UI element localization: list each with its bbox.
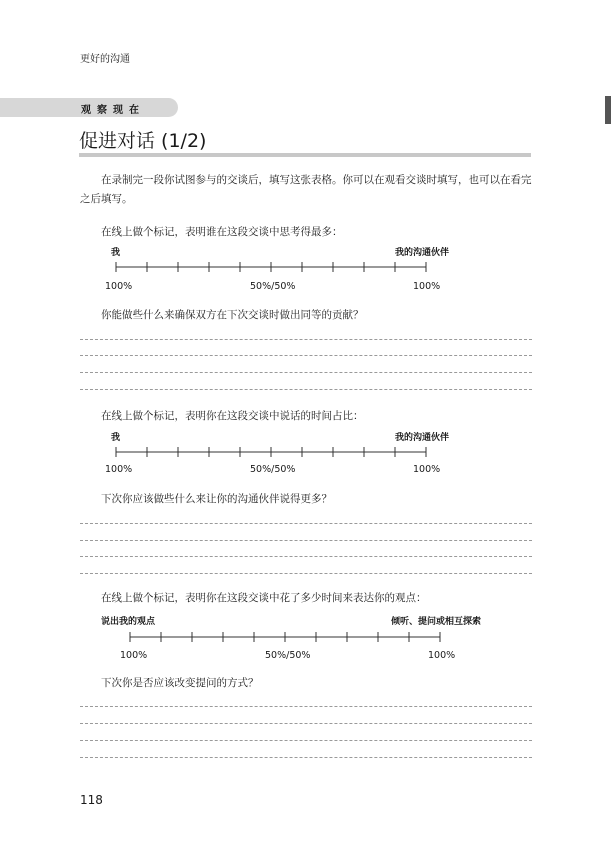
page-number: 118 bbox=[80, 793, 103, 807]
block-2-right-label: 我的沟通伙伴 bbox=[395, 433, 450, 443]
block-1-left-pct: 100% bbox=[105, 281, 133, 292]
block-3-rating-scale[interactable] bbox=[130, 631, 442, 643]
block-2-right-pct: 100% bbox=[413, 464, 441, 475]
block-3-answer-line[interactable] bbox=[80, 723, 532, 724]
block-3-right-pct: 100% bbox=[428, 650, 456, 661]
intro-paragraph: 在录制完一段你试图参与的交谈后，填写这张表格。你可以在观看交谈时填写，也可以在看完之后填写。 bbox=[80, 174, 532, 205]
block-1-rating-scale[interactable] bbox=[116, 261, 428, 273]
block-2-answer-line[interactable] bbox=[80, 556, 532, 557]
block-1-answer-line[interactable] bbox=[80, 355, 532, 356]
title-rule bbox=[79, 153, 531, 157]
block-3-prompt: 在线上做个标记，表明你在这段交谈中花了多少时间来表达你的观点： bbox=[101, 592, 427, 604]
block-2-mid-pct: 50%/50% bbox=[250, 464, 296, 475]
block-1-answer-line[interactable] bbox=[80, 372, 532, 373]
block-1-right-label: 我的沟通伙伴 bbox=[395, 248, 450, 258]
section-label: 观察现在 bbox=[81, 105, 145, 116]
block-1-right-pct: 100% bbox=[413, 281, 441, 292]
block-1-question: 你能做些什么来确保双方在下次交谈时做出同等的贡献？ bbox=[101, 309, 364, 321]
block-2-left-pct: 100% bbox=[105, 464, 133, 475]
running-header: 更好的沟通 bbox=[80, 54, 130, 65]
block-2-left-label: 我 bbox=[111, 433, 121, 443]
block-2-answer-line[interactable] bbox=[80, 523, 532, 524]
block-3-answer-line[interactable] bbox=[80, 740, 532, 741]
block-1-prompt: 在线上做个标记，表明谁在这段交谈中思考得最多： bbox=[101, 226, 343, 238]
block-1-mid-pct: 50%/50% bbox=[250, 281, 296, 292]
block-2-prompt: 在线上做个标记，表明你在这段交谈中说话的时间占比： bbox=[101, 410, 364, 422]
block-1-left-label: 我 bbox=[111, 248, 121, 258]
block-3-question: 下次你是否应该改变提问的方式？ bbox=[101, 677, 259, 689]
page-edge-marker bbox=[605, 96, 611, 124]
page-title: 促进对话 (1/2) bbox=[79, 130, 207, 152]
block-1-answer-line[interactable] bbox=[80, 339, 532, 340]
block-3-left-label: 说出我的观点 bbox=[101, 617, 156, 627]
block-2-answer-line[interactable] bbox=[80, 573, 532, 574]
block-3-mid-pct: 50%/50% bbox=[265, 650, 311, 661]
block-3-right-label: 倾听、提问或相互探索 bbox=[391, 617, 482, 627]
block-2-answer-line[interactable] bbox=[80, 540, 532, 541]
block-3-answer-line[interactable] bbox=[80, 757, 532, 758]
block-1-answer-line[interactable] bbox=[80, 389, 532, 390]
block-2-rating-scale[interactable] bbox=[116, 446, 428, 458]
block-3-left-pct: 100% bbox=[120, 650, 148, 661]
block-3-answer-line[interactable] bbox=[80, 706, 532, 707]
block-2-question: 下次你应该做些什么来让你的沟通伙伴说得更多？ bbox=[101, 493, 332, 505]
